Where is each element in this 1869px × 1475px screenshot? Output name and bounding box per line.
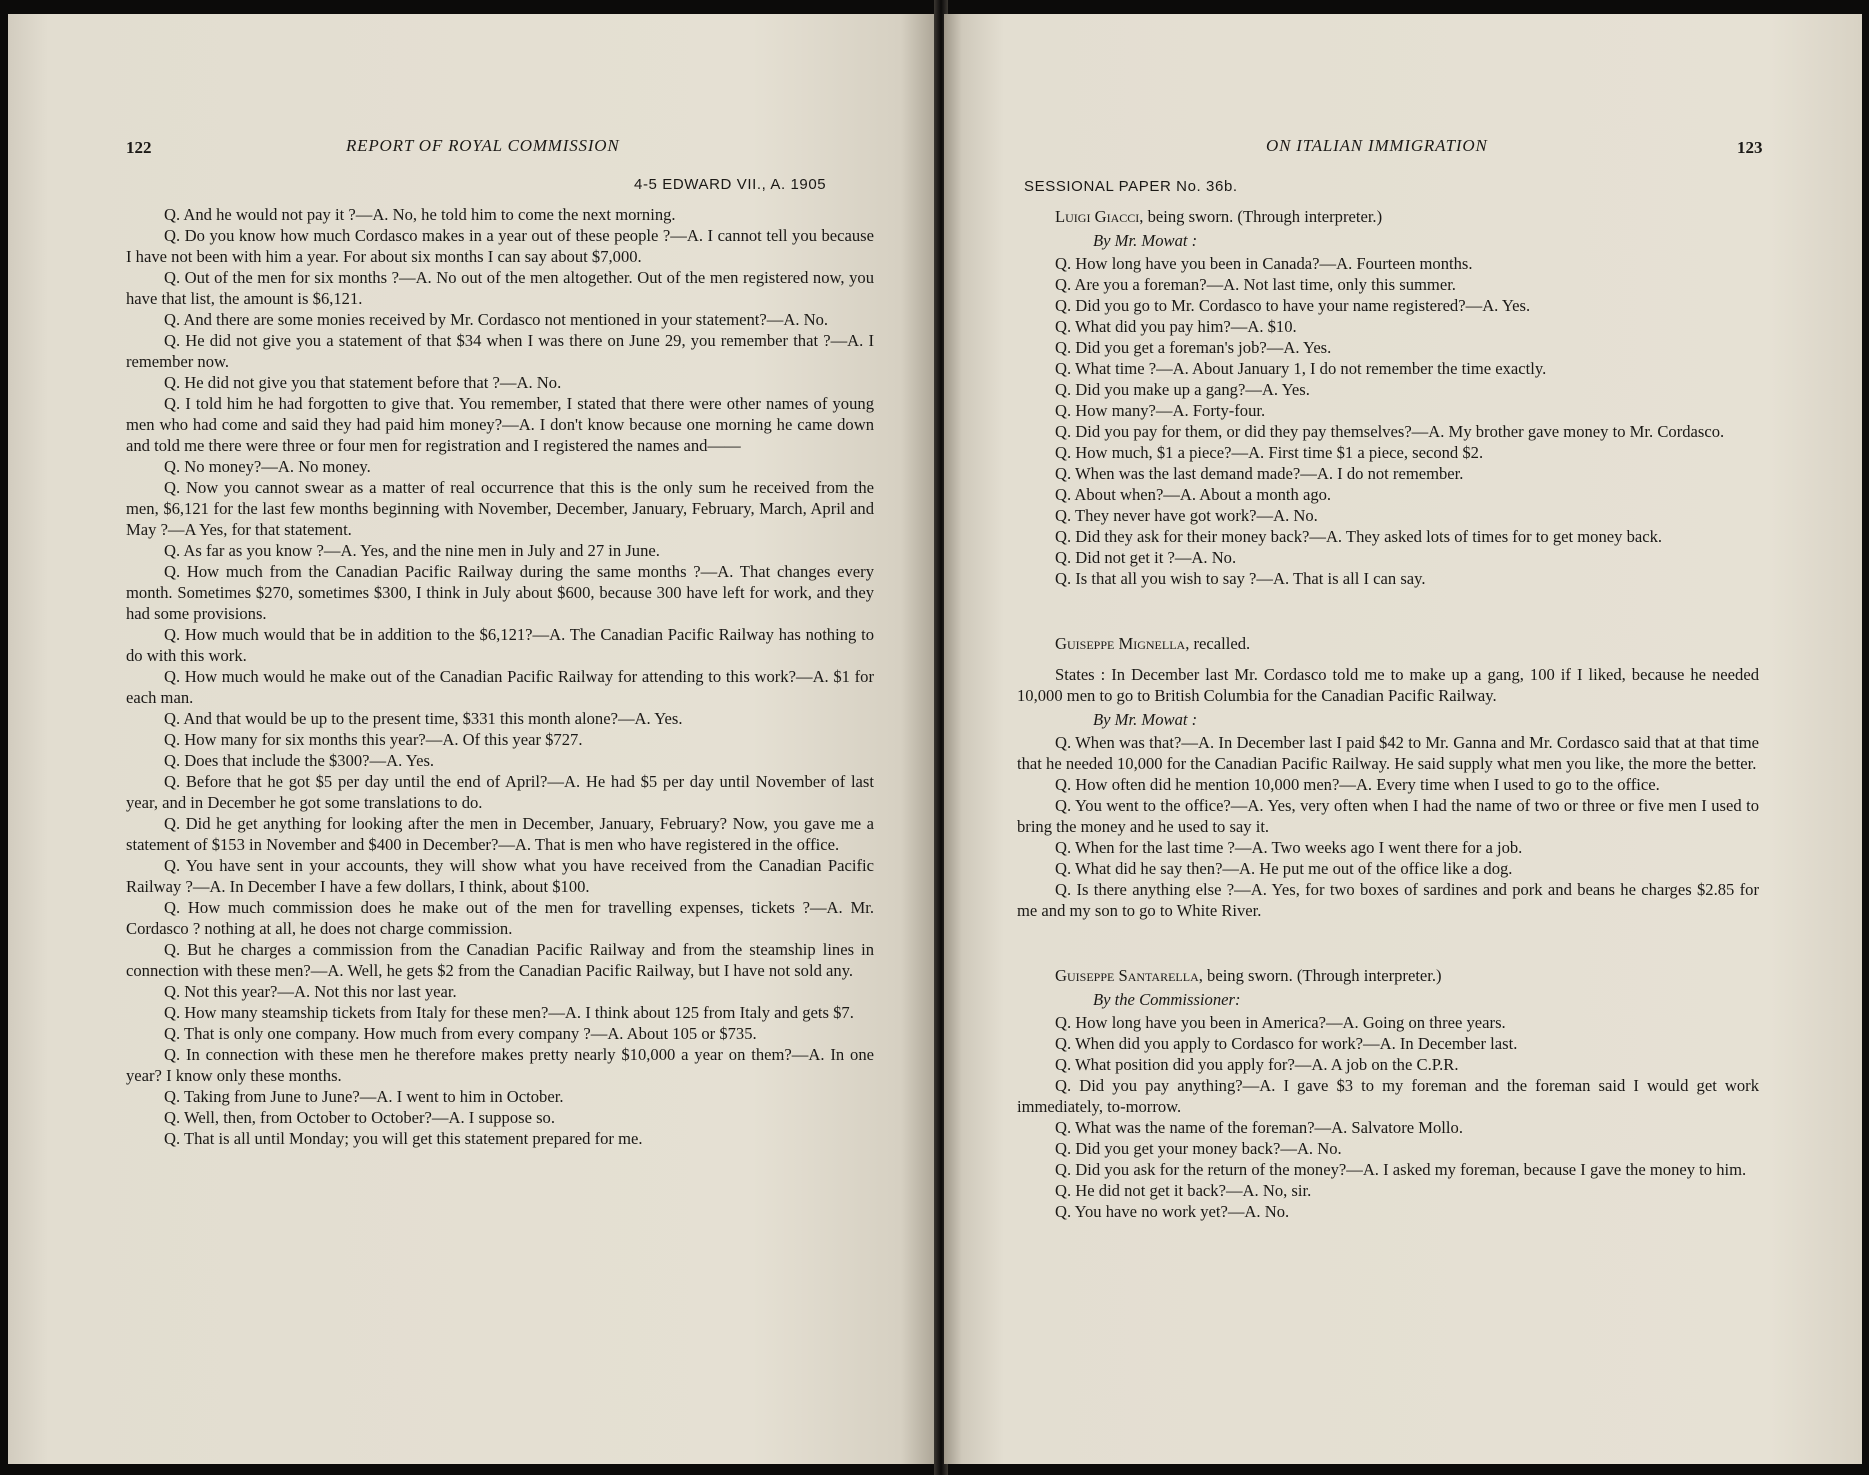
testimony-paragraph: Q. And that would be up to the present time, $331 this month alone?—A. Yes.	[164, 709, 683, 728]
right-page	[944, 14, 1862, 1464]
testimony-paragraph: Q. How much would he make out of the Canadian Pacific Railway for attending to this work?—A. $1 for each man.	[126, 667, 874, 707]
testimony-paragraph: Q. Not this year?—A. Not this nor last year.	[164, 982, 457, 1001]
testimony-paragraph: Q. Taking from June to June?—A. I went to him in October.	[164, 1087, 564, 1106]
testimony-paragraph: Q. Did you get your money back?—A. No.	[1055, 1139, 1342, 1158]
witness-detail: , being sworn. (Through interpreter.)	[1198, 966, 1442, 985]
testimony-paragraph: Q. Before that he got $5 per day until the end of April?—A. He had $5 per day until November of last year, and in December he got some translations to do.	[126, 772, 874, 812]
testimony-paragraph: Q. That is all until Monday; you will get this statement prepared for me.	[164, 1129, 643, 1148]
testimony-paragraph: Q. Did he get anything for looking after the men in December, January, February? Now, you gave me a statement of $153 in November and $400 in December?—A. That is men who have registered in the office.	[126, 814, 874, 854]
testimony-paragraph: Q. Does that include the $300?—A. Yes.	[164, 751, 435, 770]
testimony-paragraph: Q. How much from the Canadian Pacific Railway during the same months ?—A. That changes every month. Sometimes $270, sometimes $300, I think in July about $600, because 300 have left for work, and they had some provisions.	[126, 562, 874, 623]
testimony-paragraph: Q. You went to the office?—A. Yes, very often when I had the name of two or three or five men I used to bring the money and he used to say it.	[1017, 796, 1759, 836]
testimony-paragraph: Q. That is only one company. How much from every company ?—A. About 105 or $735.	[164, 1024, 757, 1043]
session-label: 4-5 EDWARD VII., A. 1905	[634, 176, 827, 193]
witness-name: Luigi Giacci	[1055, 207, 1140, 226]
examiner-byline: By Mr. Mowat :	[1093, 710, 1198, 729]
testimony-paragraph: Q. He did not give you that statement before that ?—A. No.	[164, 373, 562, 392]
testimony-paragraph: Q. How many steamship tickets from Italy for these men?—A. I think about 125 from Italy and gets $7.	[164, 1003, 854, 1022]
testimony-paragraph: Q. How many for six months this year?—A. Of this year $727.	[164, 730, 583, 749]
testimony-paragraph: Q. He did not give you a statement of that $34 when I was there on June 29, you remember that ?—A. I remember now.	[126, 331, 874, 371]
testimony-paragraph: Q. But he charges a commission from the Canadian Pacific Railway and from the steamship lines in connection with these men?—A. Well, he gets $2 from the Canadian Pacific Railway, but I have not sold any.	[126, 940, 874, 980]
witness-heading	[1017, 633, 1759, 654]
testimony-body	[1017, 206, 1759, 1222]
running-head: REPORT OF ROYAL COMMISSION	[346, 136, 620, 155]
testimony-paragraph: Q. No money?—A. No money.	[164, 457, 371, 476]
testimony-paragraph: Q. As far as you know ?—A. Yes, and the nine men in July and 27 in June.	[164, 541, 660, 560]
running-head: ON ITALIAN IMMIGRATION	[1266, 136, 1488, 155]
testimony-paragraph: Q. Did not get it ?—A. No.	[1055, 548, 1237, 567]
testimony-paragraph: Q. How much, $1 a piece?—A. First time $1 a piece, second $2.	[1055, 443, 1484, 462]
witness-heading	[1017, 965, 1759, 986]
testimony-paragraph: Q. What time ?—A. About January 1, I do not remember the time exactly.	[1055, 359, 1547, 378]
testimony-paragraph: Q. How long have you been in Canada?—A. Fourteen months.	[1055, 254, 1473, 273]
testimony-paragraph: Q. Out of the men for six months ?—A. No out of the men altogether. Out of the men registered now, you have that list, the amount is $6,121.	[126, 268, 874, 308]
testimony-paragraph: Q. How long have you been in America?—A. Going on three years.	[1055, 1013, 1506, 1032]
testimony-paragraph: Q. About when?—A. About a month ago.	[1055, 485, 1332, 504]
sessional-paper-label: SESSIONAL PAPER No. 36b.	[1024, 178, 1238, 195]
testimony-paragraph: Q. How many?—A. Forty-four.	[1055, 401, 1266, 420]
testimony-paragraph: Q. Is that all you wish to say ?—A. That is all I can say.	[1055, 569, 1426, 588]
witness-name: Guiseppe Santarella	[1055, 966, 1199, 985]
testimony-body	[126, 204, 874, 1149]
testimony-paragraph: Q. When was the last demand made?—A. I do not remember.	[1055, 464, 1464, 483]
examiner-byline: By the Commissioner:	[1093, 990, 1241, 1009]
testimony-paragraph: Q. In connection with these men he therefore makes pretty nearly $10,000 a year on them?—A. In one year? I know only these months.	[126, 1045, 874, 1085]
testimony-paragraph: Q. Did you make up a gang?—A. Yes.	[1055, 380, 1310, 399]
testimony-paragraph: Q. They never have got work?—A. No.	[1055, 506, 1318, 525]
testimony-paragraph: Q. Did you go to Mr. Cordasco to have your name registered?—A. Yes.	[1055, 296, 1531, 315]
testimony-paragraph: Q. You have sent in your accounts, they will show what you have received from the Canadian Pacific Railway ?—A. In December I have a few dollars, I think, about $100.	[126, 856, 874, 896]
testimony-paragraph: Q. What did you pay him?—A. $10.	[1055, 317, 1297, 336]
left-page	[8, 14, 938, 1464]
witness-name: Guiseppe Mignella	[1055, 634, 1186, 653]
witness-detail: , being sworn. (Through interpreter.)	[1139, 207, 1383, 226]
testimony-paragraph: Q. He did not get it back?—A. No, sir.	[1055, 1181, 1312, 1200]
testimony-paragraph: Q. How often did he mention 10,000 men?—A. Every time when I used to go to the office.	[1055, 775, 1660, 794]
page-number: 123	[1737, 138, 1763, 157]
testimony-paragraph: Q. Did you get a foreman's job?—A. Yes.	[1055, 338, 1332, 357]
testimony-paragraph: Q. Did you ask for the return of the money?—A. I asked my foreman, because I gave the money to him.	[1055, 1160, 1747, 1179]
testimony-paragraph: Q. Did they ask for their money back?—A. They asked lots of times for to get money back.	[1055, 527, 1663, 546]
testimony-paragraph: Q. When for the last time ?—A. Two weeks ago I went there for a job.	[1055, 838, 1523, 857]
witness-statement: States : In December last Mr. Cordasco told me to make up a gang, 100 if I liked, because he needed 10,000 men to go to British Columbia for the Canadian Pacific Railway.	[1017, 665, 1759, 705]
testimony-paragraph: Q. Did you pay for them, or did they pay themselves?—A. My brother gave money to Mr. Cordasco.	[1055, 422, 1725, 441]
testimony-paragraph: Q. What did he say then?—A. He put me out of the office like a dog.	[1055, 859, 1513, 878]
testimony-paragraph: Q. What was the name of the foreman?—A. Salvatore Mollo.	[1055, 1118, 1463, 1137]
testimony-paragraph: Q. I told him he had forgotten to give that. You remember, I stated that there were other names of young men who had come and said they had paid him money?—A. I don't know because one morning he came down and told me there were three or four men for registration and I registered the names and——	[126, 394, 874, 455]
witness-heading	[1017, 206, 1759, 227]
testimony-paragraph: Q. Is there anything else ?—A. Yes, for two boxes of sardines and pork and beans he charges $2.85 for me and my son to go to White River.	[1017, 880, 1759, 920]
testimony-paragraph: Q. When did you apply to Cordasco for work?—A. In December last.	[1055, 1034, 1518, 1053]
testimony-paragraph: Q. What position did you apply for?—A. A job on the C.P.R.	[1055, 1055, 1459, 1074]
testimony-paragraph: Q. Well, then, from October to October?—A. I suppose so.	[164, 1108, 555, 1127]
examiner-byline: By Mr. Mowat :	[1093, 231, 1198, 250]
section-gap	[1017, 654, 1759, 664]
testimony-paragraph: Q. How much commission does he make out of the men for travelling expenses, tickets ?—A. Mr. Cordasco ? nothing at all, he does not charge commission.	[126, 898, 874, 938]
testimony-paragraph: Q. Do you know how much Cordasco makes in a year out of these people ?—A. I cannot tell you because I have not been with him a year. For about six months I can say about $7,000.	[126, 226, 874, 266]
section-gap	[1017, 589, 1759, 633]
testimony-paragraph: Q. Did you pay anything?—A. I gave $3 to my foreman and the foreman said I would get work immediately, to-morrow.	[1017, 1076, 1759, 1116]
testimony-paragraph: Q. And he would not pay it ?—A. No, he told him to come the next morning.	[164, 205, 676, 224]
testimony-paragraph: Q. When was that?—A. In December last I paid $42 to Mr. Ganna and Mr. Cordasco said that at that time that he needed 10,000 for the Canadian Pacific Railway. He said supply what men you like, the more the better.	[1017, 733, 1759, 773]
witness-detail: , recalled.	[1185, 634, 1251, 653]
section-gap	[1017, 921, 1759, 965]
testimony-paragraph: Q. Now you cannot swear as a matter of real occurrence that this is the only sum he received from the men, $6,121 for the last few months beginning with November, December, January, February, March, April and May ?—A Yes, for that statement.	[126, 478, 874, 539]
testimony-paragraph: Q. Are you a foreman?—A. Not last time, only this summer.	[1055, 275, 1456, 294]
page-number: 122	[126, 138, 152, 157]
testimony-paragraph: Q. How much would that be in addition to the $6,121?—A. The Canadian Pacific Railway has nothing to do with this work.	[126, 625, 874, 665]
testimony-paragraph: Q. And there are some monies received by Mr. Cordasco not mentioned in your statement?—A. No.	[164, 310, 829, 329]
testimony-paragraph: Q. You have no work yet?—A. No.	[1055, 1202, 1290, 1221]
